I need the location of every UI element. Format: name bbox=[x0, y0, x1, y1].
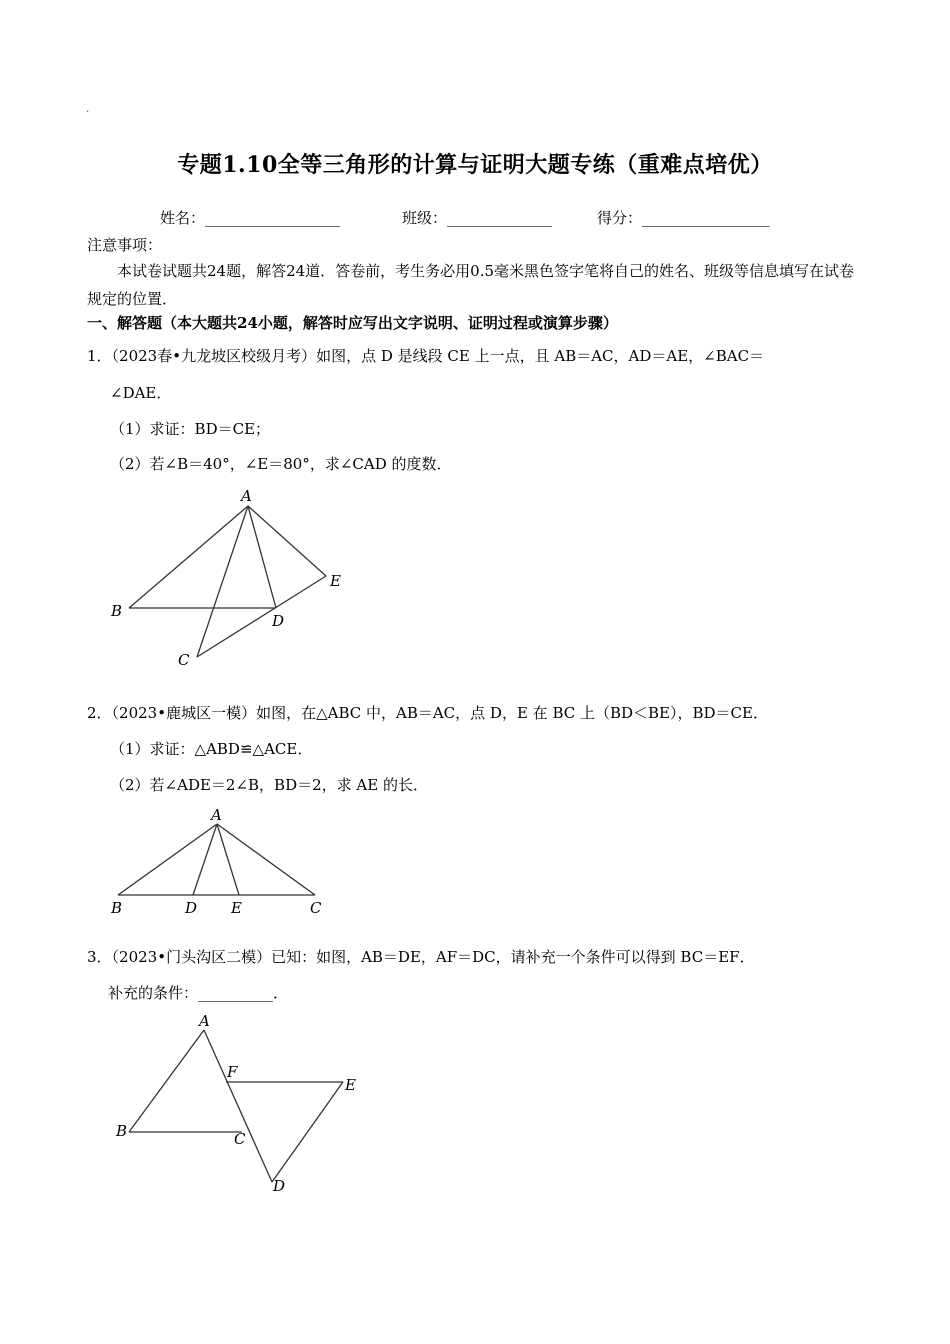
q1-part2: （2）若∠B＝40°，∠E＝80°，求∠CAD 的度数． bbox=[110, 455, 452, 473]
q1-segment-ad bbox=[248, 506, 276, 608]
q2-label-e: E bbox=[231, 899, 242, 917]
q2-part1: （1）求证：△ABD≌△ACE． bbox=[110, 740, 313, 758]
q3-supplement-end: ． bbox=[273, 984, 289, 1002]
q3-number: 3． bbox=[87, 948, 112, 966]
q1-label-a: A bbox=[241, 487, 252, 505]
class-blank: ______________ bbox=[447, 209, 553, 227]
q3-figure bbox=[105, 1010, 365, 1200]
q3-segment-ab bbox=[129, 1030, 204, 1132]
name-field[interactable] bbox=[160, 207, 340, 228]
q3-segment-ad bbox=[204, 1030, 272, 1182]
score-label: 得分： bbox=[597, 209, 643, 227]
q2-segment-ae bbox=[217, 824, 239, 895]
header-mark: ․ bbox=[86, 104, 90, 115]
q2-label-b: B bbox=[111, 899, 123, 917]
q1-figure bbox=[100, 485, 360, 675]
q3-source: （2023•门头沟区二模） bbox=[111, 948, 272, 966]
section-heading: 一、解答题（本大题共24小题，解答时应写出文字说明、证明过程或演算步骤） bbox=[87, 314, 618, 332]
q2-part2: （2）若∠ADE＝2∠B，BD＝2，求 AE 的长． bbox=[110, 776, 428, 794]
q3-supplement-blank[interactable]: __________ bbox=[198, 984, 274, 1002]
page-title: 专题1.10全等三角形的计算与证明大题专练（重难点培优） bbox=[177, 152, 773, 178]
q2-figure bbox=[105, 803, 345, 923]
q2-number: 2． bbox=[87, 704, 112, 722]
q3-line1 bbox=[87, 946, 755, 967]
q2-segment-ad bbox=[193, 824, 217, 895]
q2-label-a: A bbox=[211, 806, 222, 824]
q3-label-f: F bbox=[227, 1063, 238, 1081]
q1-line1 bbox=[87, 345, 764, 366]
q3-label-e: E bbox=[345, 1076, 356, 1094]
q1-label-e: E bbox=[330, 572, 341, 590]
q1-stem-line1: 如图，点 D 是线段 CE 上一点，且 AB＝AC，AD＝AE，∠BAC＝ bbox=[316, 347, 765, 365]
q2-label-d: D bbox=[185, 899, 198, 917]
q1-number: 1． bbox=[87, 347, 112, 365]
q3-supplement bbox=[108, 982, 288, 1003]
q2-label-c: C bbox=[310, 899, 322, 917]
class-label: 班级： bbox=[402, 209, 448, 227]
q2-source: （2023•鹿城区一模） bbox=[111, 704, 257, 722]
q2-stem-line1: 如图，在△ABC 中，AB＝AC，点 D，E 在 BC 上（BD＜BE），BD＝CE． bbox=[256, 704, 768, 722]
q3-supplement-label: 补充的条件： bbox=[108, 984, 199, 1002]
notes-heading: 注意事项： bbox=[87, 236, 163, 254]
q3-stem-line1: 已知：如图，AB＝DE，AF＝DC，请补充一个条件可以得到 BC＝EF． bbox=[271, 948, 755, 966]
q1-label-d: D bbox=[272, 612, 285, 630]
q1-part1: （1）求证：BD＝CE； bbox=[110, 420, 271, 438]
q2-line1 bbox=[87, 702, 768, 723]
q1-segment-ae bbox=[248, 506, 326, 576]
q3-label-b: B bbox=[116, 1122, 128, 1140]
q3-segment-ed bbox=[272, 1082, 343, 1182]
name-label: 姓名： bbox=[160, 209, 206, 227]
q3-label-d: D bbox=[273, 1177, 286, 1195]
q2-segment-ac bbox=[217, 824, 315, 895]
q1-stem-line2: ∠DAE． bbox=[110, 384, 172, 402]
q1-source: （2023春•九龙坡区校级月考） bbox=[111, 347, 317, 365]
q1-label-b: B bbox=[111, 602, 123, 620]
q1-segment-ce bbox=[197, 576, 326, 657]
class-field[interactable] bbox=[402, 207, 552, 228]
q3-label-a: A bbox=[199, 1012, 210, 1030]
score-field[interactable] bbox=[597, 207, 770, 228]
score-blank: _________________ bbox=[642, 209, 770, 227]
name-blank: __________________ bbox=[205, 209, 341, 227]
q2-segment-ab bbox=[118, 824, 217, 895]
q3-label-c: C bbox=[234, 1130, 246, 1148]
q1-label-c: C bbox=[178, 651, 190, 669]
notes-text: 本试卷试题共24题，解答24道．答卷前，考生务必用0.5毫米黑色签字笔将自己的姓名、班级等信息填写在试卷规定的位置． bbox=[87, 262, 855, 308]
